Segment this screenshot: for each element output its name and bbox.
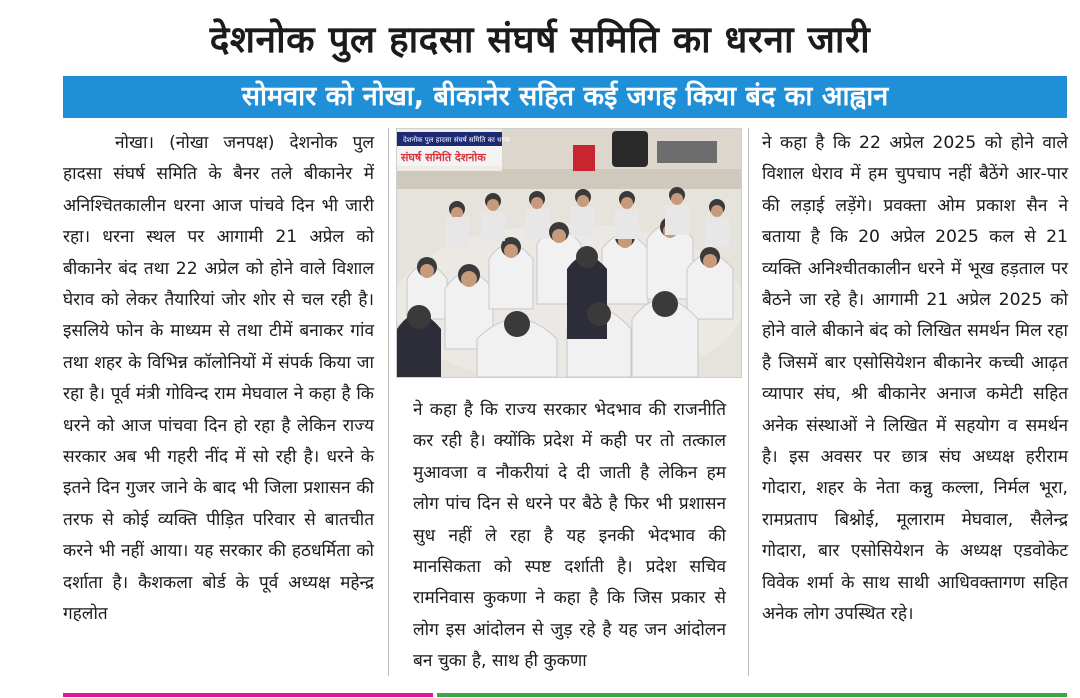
article-column-1 xyxy=(63,128,374,631)
article-text-1: नोखा। (नोखा जनपक्ष) देशनोक पुल हादसा संघर्ष समिति के बैनर तले बीकानेर में अनिश्चितकालीन धरना आज पांचवे दिन भी जारी रहा। धरना स्थल पर आगामी 21 अप्रेल को बीकानेर बंद तथा 22 अप्रेल को होने वाले विशाल घेराव को लेकर तैयारियां जोर शोर से चल रही है। इसलिये फोन के माध्यम से तथा टीमें बनाकर गांव तथा शहर के विभिन्न कॉलोनियों में संपर्क किया जा रहा है। पूर्व मंत्री गोविन्द राम मेघवाल ने कहा है कि धरने को आज पांचवा दिन हो रहा है लेकिन राज्य सरकार अब भी गहरी नींद में सो रही है। धरने के इतने दिन गुजर जाने के बाद भी जिला प्रशासन की तरफ से कोई व्यक्ति पीड़ित परिवार से बातचीत करने भी नहीं आया। यह सरकार की हठधर्मिता को दर्शाता है। कैशकला बोर्ड के पूर्व अध्यक्ष महेन्द्र गहलोत xyxy=(63,133,374,625)
article-text-3: ने कहा है कि 22 अप्रेल 2025 को होने वाले विशाल धेराव में हम चुपचाप नहीं बैठेंगे आर-पार की लड़ाई लड़ेंगे। प्रवक्ता ओम प्रकाश सैन ने बताया है कि 20 अप्रेल 2025 कल से 21 व्यक्ति अनिश्चीतकालीन धरने में भूख हड़ताल पर बैठने जा रहे है। आगामी 21 अप्रेल 2025 को होने वाले बीकाने बंद को लिखित समर्थन मिल रहा है जिसमें बार एसोसियेशन बीकानेर कच्ची आढ़त व्यापार संघ, श्री बीकानेर अनाज कमेटी सहित अनेक संस्थाओं ने लिखित में सहयोग व समर्थन है। इस अवसर पर छात्र संघ अध्यक्ष हरीराम गोदारा, शहर के नेता कन्नु कल्ला, निर्मल भूरा, रामप्रताप बिश्नोई, मूलाराम मेघवाल, सैलेन्द्र गोदारा, बार एसोसियेशन के अध्यक्ष एडवोकेट विवेक शर्मा के साथ साथी आधिवक्तागण सहित अनेक लोग उपस्थित रहे। xyxy=(762,133,1068,625)
photo-top-banner-text: देशनोक पुल हादसा संघर्ष समिति का धरना xyxy=(403,136,510,144)
bottom-rule-green xyxy=(437,693,1067,697)
column-divider xyxy=(388,128,389,676)
photo-banner-text: संघर्ष समिति देशनोक xyxy=(401,151,486,164)
article-column-3 xyxy=(762,128,1068,631)
subheadline-banner: सोमवार को नोखा, बीकानेर सहित कई जगह किया बंद का आह्वान xyxy=(63,76,1067,118)
article-text-2: ने कहा है कि राज्य सरकार भेदभाव की राजनीति कर रही है। क्योंकि प्रदेश में कही पर तो तत्काल मुआवजा व नौकरीयां दे दी जाती है लेकिन हम लोग पांच दिन से धरने पर बैठे है फिर भी प्रशासन सुध नहीं ले रहा है यह इनकी भेदभाव की मानसिकता को स्पष्ट दर्शाती है। प्रदेश सचिव रामनिवास कुकणा ने कहा है कि जिस प्रकार से लोग इस आंदोलन से जुड़ रहे है यह जन आंदोलन बन चुका है, साथ ही कुकणा xyxy=(413,400,726,672)
column-divider xyxy=(748,128,749,676)
headline: देशनोक पुल हादसा संघर्ष समिति का धरना जारी xyxy=(209,18,871,61)
bottom-rule-magenta xyxy=(63,693,433,697)
article-column-2 xyxy=(413,395,726,678)
news-photo xyxy=(396,128,742,378)
